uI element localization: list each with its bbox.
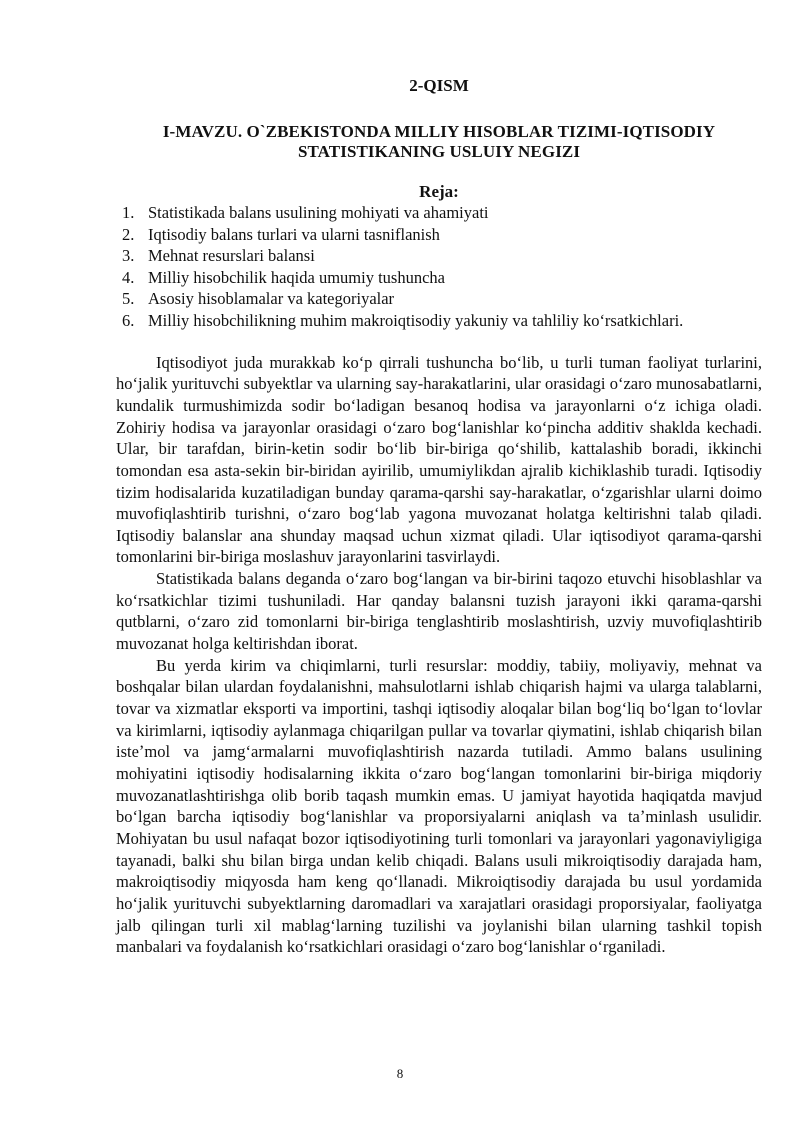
- plan-item-number: 2.: [122, 224, 135, 244]
- plan-item-number: 5.: [122, 289, 135, 309]
- body-text: [116, 352, 762, 958]
- paragraph: Bu yerda kirim va chiqimlarni, turli resurslar: moddiy, tabiiy, moliyaviy, mehnat va boshqalar bilan ulardan foydalanishni, mahsulotlarni ishlab chiqarish hajmi va ularga talablarni, tovar va xizmatlar eksporti va importini, tashqi iqtisodiy aloqalar bilan bogʻliq boʻlgan toʻlovlar va kirimlarni, iqtisodiy aylanmaga chiqarilgan pullar va tovarlar qiymatini, ishlab chiqarish bilan isteʼmol va jamgʻarmalarni muvofiqlashtirish nazarda tutiladi. Ammo balans usulining mohiyatini iqtisodiy hodisalarning ikkita oʻzaro bogʻlangan tomonlarini bir-biriga miqdoriy muvozanatlashtirishga olib borib taqash mumkin emas. U jamiyat hayotida haqiqatda mavjud boʻlgan barcha iqtisodiy bogʻlanishlar va proporsiyalarni aniqlash va taʼminlash usulidir. Mohiyatan bu usul nafaqat bozor iqtisodiyotining turli tomonlari va jarayonlari yagonaviyligiga tayanadi, balki shu bilan birga undan kelib chiqadi. Balans usuli mikroiqtisodiy darajada ham, makroiqtisodiy miqyosda ham keng qoʻllanadi. Mikroiqtisodiy darajada bu usul yordamida hoʻjalik yurituvchi subyektlarning daromadlari va xarajatlari orasidagi proporsiyalar, faoliyatga jalb qilingan turli xil mablagʻlarning tuzilishi va joylanishi bilan ularning tashkil topish manbalari va foydalanish koʻrsatkichlari orasidagi oʻzaro bogʻlanishlar oʻrganiladi.: [116, 655, 762, 957]
- page-number: 8: [396, 1066, 404, 1081]
- plan-item: [116, 288, 762, 310]
- plan-heading: Reja:: [419, 182, 459, 201]
- plan-item-text: Asosiy hisoblamalar va kategoriyalar: [148, 289, 395, 309]
- part-title: 2-QISM: [409, 76, 469, 95]
- plan-item-number: 1.: [122, 203, 135, 222]
- paragraph: Statistikada balans deganda oʻzaro bogʻlangan va bir-birini taqozo etuvchi hisoblashlar va koʻrsatkichlar tizimi tushuniladi. Har qanday balansni tuzish jarayoni ikki qarama-qarshi qutblarni, oʻzaro zid tomonlarni bir-biriga tenglashtirib moslashtirish, uzviy muvofiqlashtirib muvozanat holga keltirishdan iborat.: [116, 569, 762, 654]
- plan-item-number: 4.: [122, 267, 135, 287]
- plan-item-number: 3.: [122, 246, 135, 266]
- plan-item: [116, 202, 762, 224]
- plan-item: [116, 267, 762, 289]
- plan-item: [116, 245, 762, 267]
- plan-item-text: Milliy hisobchilik haqida umumiy tushuncha: [148, 267, 445, 287]
- plan-item: [116, 310, 762, 332]
- plan-item-text: Statistikada balans usulining mohiyati va ahamiyati: [148, 203, 489, 222]
- document-page: [116, 70, 762, 958]
- topic-title: I-MAVZU. O`ZBEKISTONDA MILLIY HISOBLAR TIZIMI-IQTISODIY STATISTIKANING USLUIY NEGIZI: [162, 122, 716, 161]
- plan-item: [116, 224, 762, 246]
- plan-list: [116, 202, 762, 332]
- paragraph: Iqtisodiyot juda murakkab koʻp qirrali tushuncha boʻlib, u turli tuman faoliyat turlarini, hoʻjalik yurituvchi subyektlar va ularning say-harakatlarini, ular orasidagi oʻzaro munosabatlarni, kundalik turmushimizda sodir boʻladigan besanoq hodisa va jarayonlarni oʻz ichiga oladi. Zohiriy hodisa va jarayonlar orasidagi oʻzaro bogʻlanishlar koʻpincha additiv shaklda kechadi. Ular, bir tarafdan, birin-ketin sodir boʻlib bir-biriga qoʻshilib, kattalashib boradi, ikkinchi tomondan esa asta-sekin bir-biridan ayirilib, umumiylikdan ajralib kichiklashib turadi. Iqtisodiy tizim hodisalarida kuzatiladigan bunday qarama-qarshi say-harakatlar, oʻzgarishlar ularni doimo muvofiqlashtirib turishni, oʻzaro bogʻlab yagona muvozanat holatga keltirishni talab qiladi. Iqtisodiy balanslar ana shunday maqsad uchun xizmat qiladi. Ular iqtisodiyot qarama-qarshi tomonlarini bir-biriga moslashuv jarayonlarini tasvirlaydi.: [116, 352, 762, 567]
- plan-item-text: Iqtisodiy balans turlari va ularni tasniflanish: [148, 224, 440, 244]
- plan-item-number: 6.: [122, 310, 135, 330]
- plan-item-text: Milliy hisobchilikning muhim makroiqtisodiy yakuniy va tahliliy koʻrsatkichlari.: [148, 310, 684, 330]
- plan-item-text: Mehnat resurslari balansi: [148, 246, 315, 266]
